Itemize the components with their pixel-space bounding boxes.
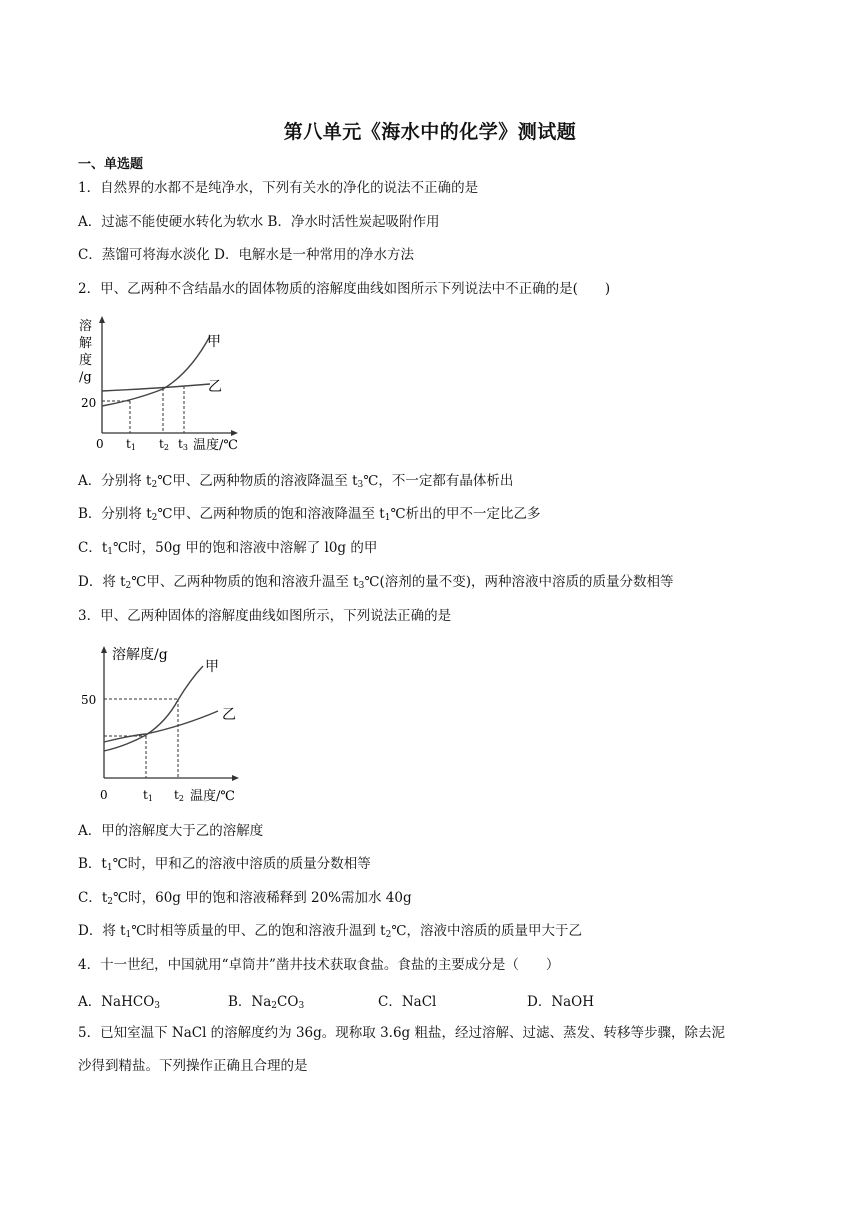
page-title: 第八单元《海水中的化学》测试题 [283,121,577,143]
q1-options-ab: A．过滤不能使硬水转化为软水 B．净水时活性炭起吸附作用 [78,214,440,230]
q3-ylabel: 溶解度/g [112,647,168,663]
q3-stem: 3．甲、乙两种固体的溶解度曲线如图所示，下列说法正确的是 [78,608,452,624]
q3-solubility-chart [78,638,258,808]
q2-option-b: B．分别将 $t_2℃$甲、乙两种物质的饱和溶液降温至 $t_1℃$析出的甲不一定比乙多 [78,506,541,523]
q5-stem-line-1: 5．已知室温下 NaCl 的溶解度约为 36g。现称取 3.6g 粗盐，经过溶解、过滤、蒸发、转移等步骤，除去泥 [78,1025,725,1041]
q3-origin: 0 [100,788,108,802]
q3-xlabel: 温度/℃ [190,789,235,804]
q2-xtick-t1: t1 [126,437,136,452]
q4-option-b: B．$Na_2CO_3$ [228,994,305,1011]
q3-option-b: B．$t_1℃$时，甲和乙的溶液中溶质的质量分数相等 [78,856,371,873]
q2-solubility-chart [75,308,315,458]
q2-origin: 0 [96,437,104,451]
q3-series-jia: 甲 [205,659,219,675]
q2-option-a: A．分别将 $t_2℃$甲、乙两种物质的溶液降温至 $t_3℃$，不一定都有晶体析出 [78,473,514,490]
q2-option-c: C．$t_1℃$时，50g 甲的饱和溶液中溶解了 l0g 的甲 [78,540,378,557]
q3-option-d: D．将 $t_1℃$时相等质量的甲、乙的饱和溶液升温到 $t_2℃$，溶液中溶质的质量甲大于乙 [78,923,582,940]
q2-ylabel-char-3: 度 [79,353,93,368]
q4-stem: 4．十一世纪，中国就用“卓筒井”凿井技术获取食盐。食盐的主要成分是（ ） [78,957,560,973]
section-heading: 一、单选题 [78,157,144,172]
q2-ylabel-char-2: 解 [79,336,93,351]
q3-curve-yi [104,711,218,742]
q2-ylabel-char-4: /g [79,370,92,385]
q4-option-a: A．NaHCO$_3$ [78,994,161,1011]
q3-xtick-t1: t1 [143,788,153,803]
q4-option-c: C．NaCl [378,994,437,1010]
q2-curve-yi [102,384,210,391]
q1-options-cd: C．蒸馏可将海水淡化 D．电解水是一种常用的净水方法 [78,247,414,263]
q5-stem-line-2: 沙得到精盐。下列操作正确且合理的是 [78,1058,308,1074]
q4-option-d: D．NaOH [527,994,595,1010]
q2-ylabel-char-1: 溶 [79,319,93,334]
q2-stem: 2．甲、乙两种不含结晶水的固体物质的溶解度曲线如图所示下列说法中不正确的是( ) [78,281,611,297]
q2-xtick-t3: t3 [178,437,188,452]
q3-series-yi: 乙 [222,707,236,723]
q2-xtick-t2: t2 [159,437,169,452]
q3-option-a: A．甲的溶解度大于乙的溶解度 [78,823,264,839]
q2-option-d: D．将 $t_2℃$甲、乙两种物质的饱和溶液升温至 $t_3℃$(溶剂的量不变)，两种溶液中溶质的质量分数相等 [78,574,674,591]
q3-option-c: C．$t_2℃$时，60g 甲的饱和溶液稀释到 20%需加水 40g [78,890,412,907]
q1-stem: 1．自然界的水都不是纯净水，下列有关水的净化的说法不正确的是 [78,180,479,196]
q2-curve-jia [102,336,210,406]
q3-ytick-50: 50 [81,693,97,707]
q2-series-jia: 甲 [207,334,221,350]
q3-xtick-t2: t2 [174,788,184,803]
q2-ytick-20: 20 [81,396,97,410]
q2-series-yi: 乙 [208,379,222,395]
q2-xlabel: 温度/℃ [193,438,238,453]
